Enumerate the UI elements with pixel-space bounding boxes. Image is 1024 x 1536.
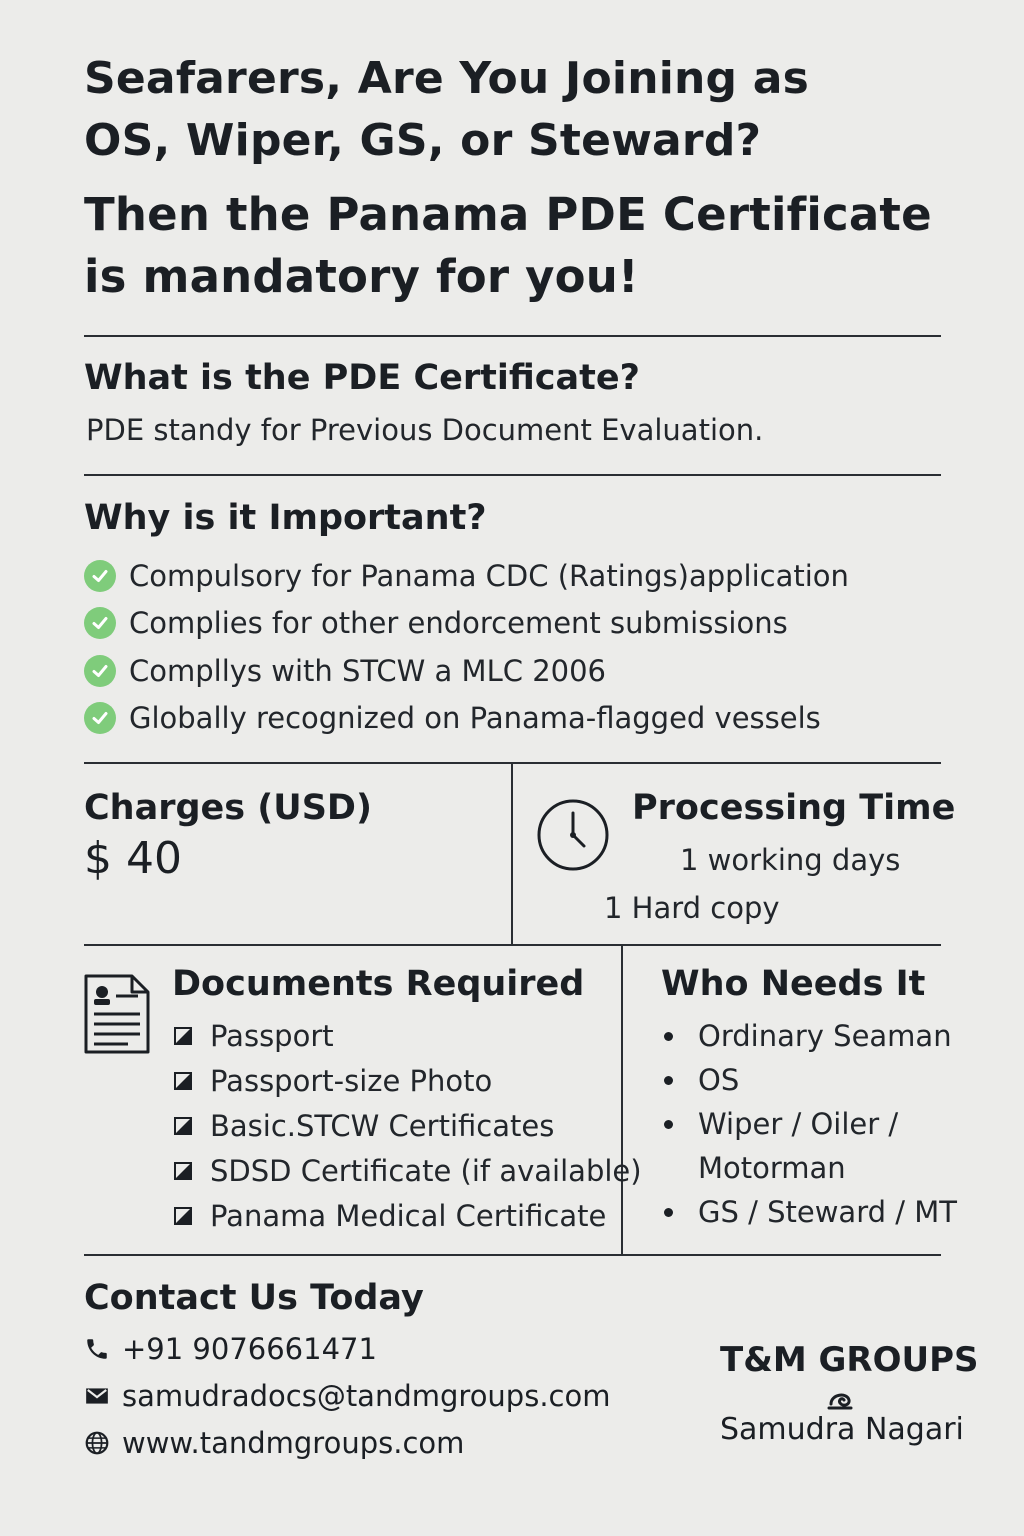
- charges-value: $ 40: [84, 833, 182, 884]
- contact-phone[interactable]: [84, 1332, 377, 1366]
- processing-title: Processing Time: [632, 788, 956, 828]
- document-item-text: Basic.STCW Certificates: [210, 1108, 555, 1143]
- website-text: www.tandmgroups.com: [122, 1426, 465, 1460]
- check-icon: [84, 702, 116, 734]
- document-item-text: Panama Medical Certificate: [210, 1198, 607, 1233]
- document-icon: [84, 974, 150, 1054]
- divider: [84, 474, 941, 476]
- documents-list: [174, 1014, 642, 1238]
- list-item: [662, 1190, 962, 1234]
- list-item: [174, 1148, 642, 1193]
- email-text: samudradocs@tandmgroups.com: [122, 1379, 611, 1413]
- bullet-icon: [664, 1208, 673, 1217]
- wave-icon: [825, 1386, 855, 1412]
- list-item: [174, 1059, 642, 1104]
- clock-icon: [536, 798, 610, 872]
- checkbox-icon: [174, 1027, 192, 1045]
- check-icon: [84, 655, 116, 687]
- processing-copy: 1 Hard copy: [604, 891, 780, 925]
- why-item-text: Complies for other endorcement submissions: [129, 606, 788, 641]
- why-item-text: Globally recognized on Panama-flagged vessels: [129, 701, 821, 736]
- contact-title: Contact Us Today: [84, 1278, 424, 1318]
- why-section-title: Why is it Important?: [84, 498, 487, 538]
- headline-question: [84, 48, 964, 172]
- divider: [84, 335, 941, 337]
- brand-subtitle: Samudra Nagari: [720, 1412, 964, 1447]
- headline-line-1: Seafarers, Are You Joining as: [84, 53, 810, 104]
- document-item-text: Passport-size Photo: [210, 1064, 493, 1099]
- processing-days: 1 working days: [680, 843, 901, 877]
- checkbox-icon: [174, 1207, 192, 1225]
- phone-icon: [84, 1336, 110, 1362]
- who-list: [662, 1014, 962, 1234]
- why-list: [84, 552, 849, 742]
- who-item-text: Ordinary Seaman: [698, 1019, 952, 1053]
- email-icon: [84, 1383, 110, 1409]
- list-item: [84, 600, 849, 648]
- who-title: Who Needs It: [661, 964, 926, 1004]
- list-item: [662, 1014, 962, 1058]
- bullet-icon: [664, 1076, 673, 1085]
- what-section-title: What is the PDE Certificate?: [84, 358, 640, 398]
- what-section-text: PDE standy for Previous Document Evaluation.: [86, 413, 764, 447]
- who-item-text: GS / Steward / MT: [698, 1195, 957, 1229]
- brand-logo: [720, 1340, 979, 1447]
- checkbox-icon: [174, 1072, 192, 1090]
- list-item: [84, 552, 849, 600]
- list-item: [84, 647, 849, 695]
- list-item: [84, 695, 849, 743]
- contact-website[interactable]: [84, 1426, 464, 1460]
- bullet-icon: [664, 1120, 673, 1129]
- who-item-text: Wiper / Oiler / Motorman: [698, 1107, 899, 1185]
- documents-title: Documents Required: [172, 964, 585, 1004]
- who-item-text: OS: [698, 1063, 740, 1097]
- phone-text: +91 9076661471: [122, 1332, 377, 1366]
- brand-name: T&M GROUPS: [720, 1340, 979, 1380]
- headline-line-3: Then the Panama PDE Certificate: [84, 188, 932, 241]
- list-item: [662, 1102, 962, 1190]
- list-item: [174, 1193, 642, 1238]
- list-item: [174, 1104, 642, 1149]
- document-item-text: SDSD Certificate (if available): [210, 1153, 642, 1188]
- document-item-text: Passport: [210, 1019, 334, 1054]
- headline-line-2: OS, Wiper, GS, or Steward?: [84, 115, 762, 166]
- list-item: [662, 1058, 962, 1102]
- bullet-icon: [664, 1032, 673, 1041]
- contact-email[interactable]: [84, 1379, 610, 1413]
- why-item-text: Compllys with STCW a MLC 2006: [129, 653, 606, 688]
- headline-statement: [84, 184, 964, 308]
- divider: [84, 944, 941, 946]
- globe-icon: [84, 1430, 110, 1456]
- list-item: [174, 1014, 642, 1059]
- checkbox-icon: [174, 1162, 192, 1180]
- divider-vertical: [511, 763, 513, 945]
- checkbox-icon: [174, 1117, 192, 1135]
- why-item-text: Compulsory for Panama CDC (Ratings)application: [129, 558, 849, 593]
- charges-title: Charges (USD): [84, 788, 372, 828]
- check-icon: [84, 560, 116, 592]
- divider: [84, 1254, 941, 1256]
- check-icon: [84, 607, 116, 639]
- headline-line-4: is mandatory for you!: [84, 250, 639, 303]
